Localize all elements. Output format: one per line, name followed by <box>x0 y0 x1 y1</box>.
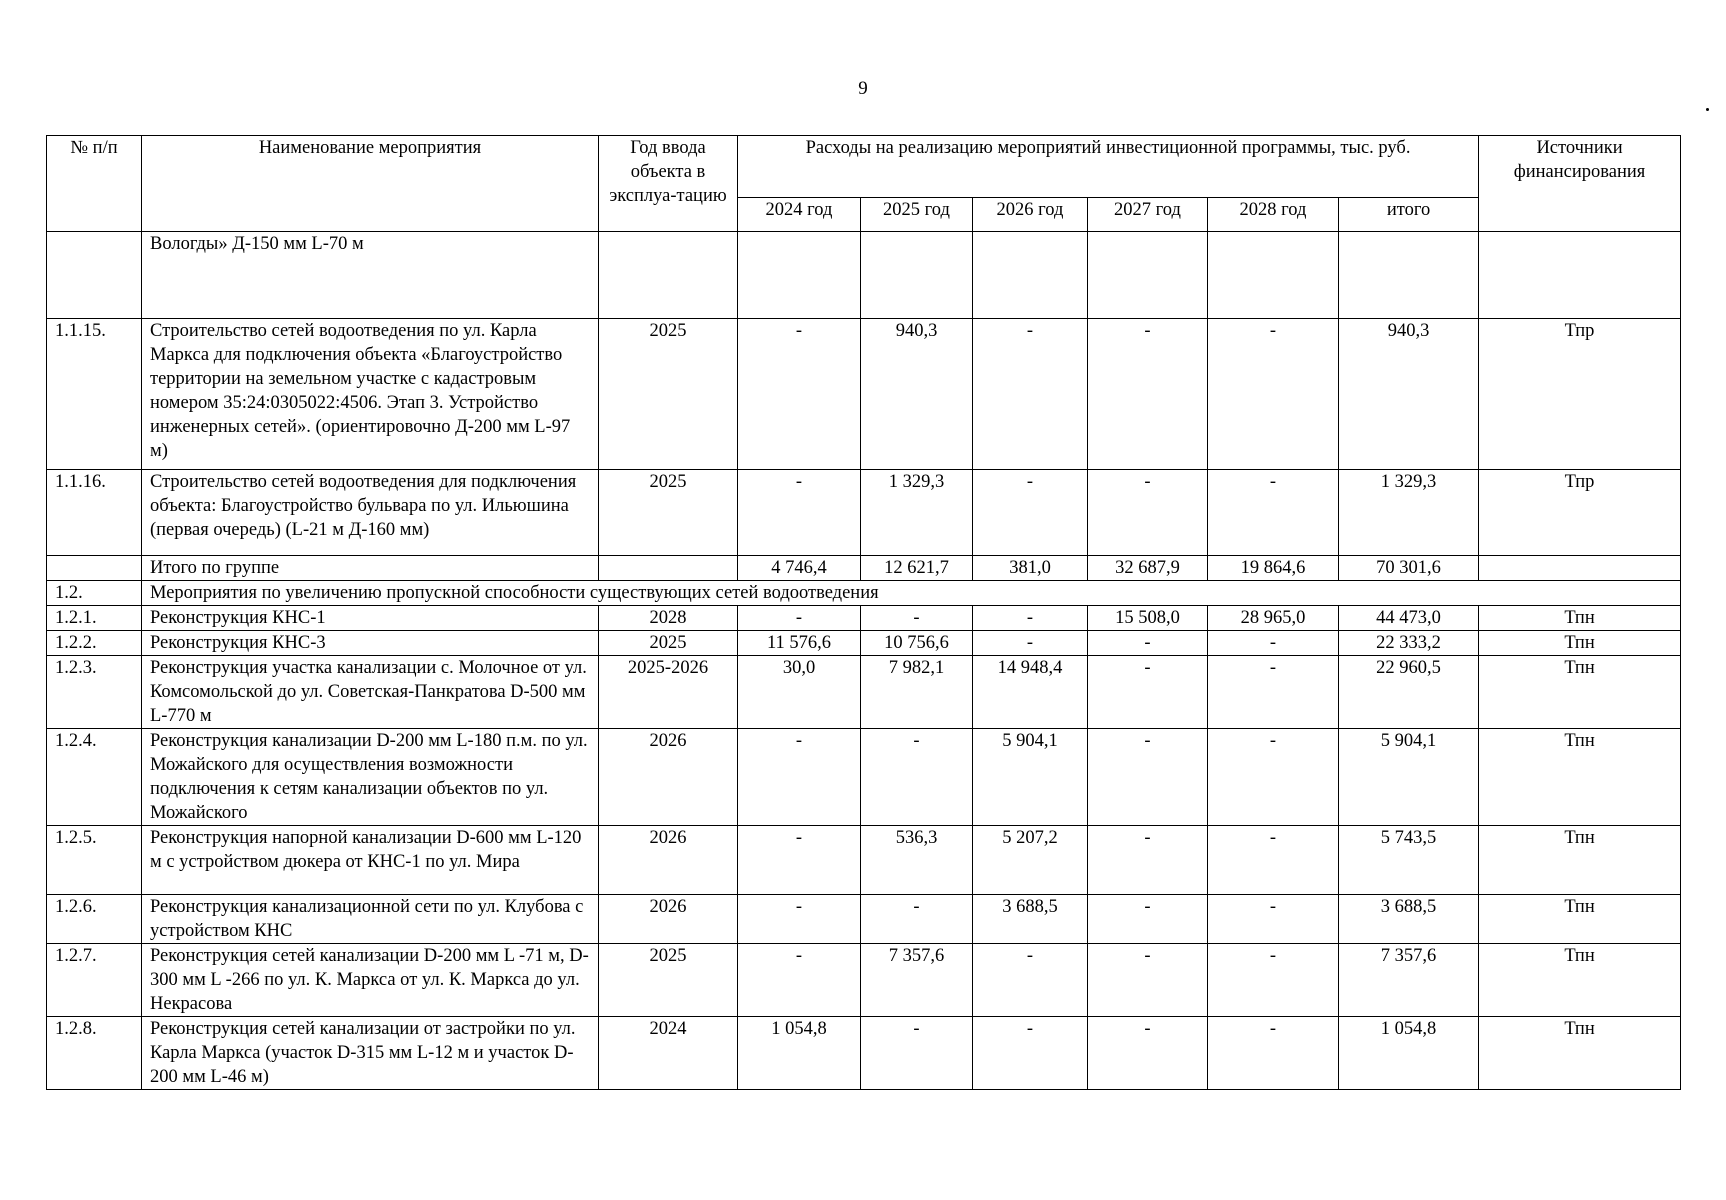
row-y2026: 3 688,5 <box>973 895 1088 944</box>
row-year-in: 2025 <box>599 319 738 470</box>
row-y2024: - <box>738 826 861 895</box>
row-y2025: 536,3 <box>861 826 973 895</box>
row-source: Тпн <box>1479 606 1681 631</box>
row-name: Реконструкция канализации D-200 мм L-180 п.м. по ул. Можайского для осуществления возможности подключения к сетям канализации объектов по ул. Можайского <box>142 729 599 826</box>
row-source: Тпн <box>1479 826 1681 895</box>
table-row <box>47 656 1681 729</box>
row-total: 5 743,5 <box>1339 826 1479 895</box>
row-total: 7 357,6 <box>1339 944 1479 1017</box>
row-source: Тпн <box>1479 656 1681 729</box>
row-y2028: - <box>1208 631 1339 656</box>
row-y2025: - <box>861 895 973 944</box>
row-y2025: 10 756,6 <box>861 631 973 656</box>
row-name: Реконструкция сетей канализации D-200 мм L -71 м, D-300 мм L -266 по ул. К. Маркса от ул. К. Маркса до ул. Некрасова <box>142 944 599 1017</box>
table-row <box>47 470 1681 556</box>
row-source: Тпн <box>1479 1017 1681 1090</box>
row-y2026: 5 904,1 <box>973 729 1088 826</box>
group-total-y2026: 381,0 <box>973 556 1088 581</box>
row-y2025: - <box>861 729 973 826</box>
page-number: 9 <box>858 78 868 99</box>
row-source: Тпр <box>1479 319 1681 470</box>
row-y2027: - <box>1088 895 1208 944</box>
row-y2028: - <box>1208 656 1339 729</box>
row-y2026: - <box>973 470 1088 556</box>
row-y2027: - <box>1088 826 1208 895</box>
header-2027: 2027 год <box>1088 198 1208 232</box>
row-name: Реконструкция канализационной сети по ул. Клубова с устройством КНС <box>142 895 599 944</box>
row-y2028: - <box>1208 895 1339 944</box>
row-num: 1.2.3. <box>47 656 142 729</box>
row-y2026: - <box>973 631 1088 656</box>
row-num: 1.2.1. <box>47 606 142 631</box>
row-y2026: - <box>973 1017 1088 1090</box>
stray-mark <box>1706 108 1709 111</box>
row-year-in: 2024 <box>599 1017 738 1090</box>
row-y2028: - <box>1208 826 1339 895</box>
header-expenses: Расходы на реализацию мероприятий инвестиционной программы, тыс. руб. <box>738 136 1479 198</box>
section-title: Мероприятия по увеличению пропускной способности существующих сетей водоотведения <box>142 581 1681 606</box>
row-name: Реконструкция участка канализации с. Молочное от ул. Комсомольской до ул. Советская-Панкратова D-500 мм L-770 м <box>142 656 599 729</box>
table-row <box>47 606 1681 631</box>
row-y2024: - <box>738 944 861 1017</box>
row-y2027: - <box>1088 944 1208 1017</box>
row-num: 1.2.2. <box>47 631 142 656</box>
row-name: Реконструкция напорной канализации D-600 мм L-120 м с устройством дюкера от КНС-1 по ул. Мира <box>142 826 599 895</box>
row-y2027: 15 508,0 <box>1088 606 1208 631</box>
row-y2026: - <box>973 319 1088 470</box>
row-name: Реконструкция КНС-1 <box>142 606 599 631</box>
row-y2026: 5 207,2 <box>973 826 1088 895</box>
row-num: 1.2.6. <box>47 895 142 944</box>
group-total-label: Итого по группе <box>142 556 599 581</box>
row-y2025: - <box>861 1017 973 1090</box>
row-num: 1.1.15. <box>47 319 142 470</box>
row-total: 5 904,1 <box>1339 729 1479 826</box>
header-name: Наименование мероприятия <box>142 136 599 232</box>
row-num: 1.2.4. <box>47 729 142 826</box>
row-year-in: 2026 <box>599 729 738 826</box>
row-year-in: 2028 <box>599 606 738 631</box>
header-2026: 2026 год <box>973 198 1088 232</box>
row-year-in: 2025 <box>599 631 738 656</box>
group-total-y2028: 19 864,6 <box>1208 556 1339 581</box>
row-y2027: - <box>1088 319 1208 470</box>
investment-program-table <box>46 135 1681 1090</box>
row-y2028: - <box>1208 944 1339 1017</box>
group-total-y2024: 4 746,4 <box>738 556 861 581</box>
row-name: Вологды» Д-150 мм L-70 м <box>142 232 599 319</box>
header-2025: 2025 год <box>861 198 973 232</box>
row-y2025: 1 329,3 <box>861 470 973 556</box>
row-y2024: - <box>738 606 861 631</box>
row-y2026: - <box>973 944 1088 1017</box>
row-y2027: - <box>1088 729 1208 826</box>
row-total: 1 329,3 <box>1339 470 1479 556</box>
row-source: Тпн <box>1479 944 1681 1017</box>
row-year-in: 2026 <box>599 895 738 944</box>
row-num: 1.2.5. <box>47 826 142 895</box>
row-num: 1.1.16. <box>47 470 142 556</box>
group-total-y2025: 12 621,7 <box>861 556 973 581</box>
row-y2028: - <box>1208 470 1339 556</box>
header-total: итого <box>1339 198 1479 232</box>
row-y2024: - <box>738 470 861 556</box>
row-year-in: 2025 <box>599 470 738 556</box>
row-y2027: - <box>1088 1017 1208 1090</box>
row-source: Тпн <box>1479 729 1681 826</box>
row-y2024: 11 576,6 <box>738 631 861 656</box>
row-y2027: - <box>1088 631 1208 656</box>
row-y2025: 940,3 <box>861 319 973 470</box>
table-row <box>47 895 1681 944</box>
table-row <box>47 1017 1681 1090</box>
table-row <box>47 729 1681 826</box>
row-total: 1 054,8 <box>1339 1017 1479 1090</box>
header-num: № п/п <box>47 136 142 232</box>
row-total: 940,3 <box>1339 319 1479 470</box>
row-year-in: 2026 <box>599 826 738 895</box>
row-name: Реконструкция сетей канализации от застройки по ул. Карла Маркса (участок D-315 мм L-12 м и участок D-200 мм L-46 м) <box>142 1017 599 1090</box>
row-year-in: 2025-2026 <box>599 656 738 729</box>
row-y2024: - <box>738 895 861 944</box>
header-2024: 2024 год <box>738 198 861 232</box>
row-y2028: 28 965,0 <box>1208 606 1339 631</box>
header-2028: 2028 год <box>1208 198 1339 232</box>
table-row <box>47 944 1681 1017</box>
row-source: Тпр <box>1479 470 1681 556</box>
table-row <box>47 826 1681 895</box>
row-y2024: - <box>738 729 861 826</box>
row-y2027: - <box>1088 470 1208 556</box>
header-sources: Источники финансирования <box>1479 136 1681 232</box>
row-y2026: - <box>973 606 1088 631</box>
row-y2027: - <box>1088 656 1208 729</box>
row-name: Строительство сетей водоотведения для подключения объекта: Благоустройство бульвара по ул. Ильюшина (первая очередь) (L-21 м Д-160 мм) <box>142 470 599 556</box>
row-num: 1.2.8. <box>47 1017 142 1090</box>
section-row <box>47 581 1681 606</box>
group-total-y2027: 32 687,9 <box>1088 556 1208 581</box>
row-source: Тпн <box>1479 895 1681 944</box>
row-y2024: - <box>738 319 861 470</box>
section-num: 1.2. <box>47 581 142 606</box>
row-total: 3 688,5 <box>1339 895 1479 944</box>
row-y2025: 7 357,6 <box>861 944 973 1017</box>
row-y2028: - <box>1208 729 1339 826</box>
row-y2028: - <box>1208 319 1339 470</box>
row-y2024: 1 054,8 <box>738 1017 861 1090</box>
row-name: Реконструкция КНС-3 <box>142 631 599 656</box>
row-y2026: 14 948,4 <box>973 656 1088 729</box>
group-total-row <box>47 556 1681 581</box>
row-total: 44 473,0 <box>1339 606 1479 631</box>
header-year-in: Год ввода объекта в эксплуа-тацию <box>599 136 738 232</box>
row-name: Строительство сетей водоотведения по ул. Карла Маркса для подключения объекта «Благоустройство территории на земельном участке с кадастровым номером 35:24:0305022:4506. Этап 3. Устройство инженерных сетей». (ориентировочно Д-200 мм L-97 м) <box>142 319 599 470</box>
table-row <box>47 631 1681 656</box>
row-y2028: - <box>1208 1017 1339 1090</box>
row-source: Тпн <box>1479 631 1681 656</box>
row-num: 1.2.7. <box>47 944 142 1017</box>
continuation-row <box>47 232 1681 319</box>
row-total: 22 960,5 <box>1339 656 1479 729</box>
row-y2025: 7 982,1 <box>861 656 973 729</box>
row-y2024: 30,0 <box>738 656 861 729</box>
row-total: 22 333,2 <box>1339 631 1479 656</box>
row-year-in: 2025 <box>599 944 738 1017</box>
row-num <box>47 232 142 319</box>
group-total-total: 70 301,6 <box>1339 556 1479 581</box>
row-y2025: - <box>861 606 973 631</box>
table-row <box>47 319 1681 470</box>
